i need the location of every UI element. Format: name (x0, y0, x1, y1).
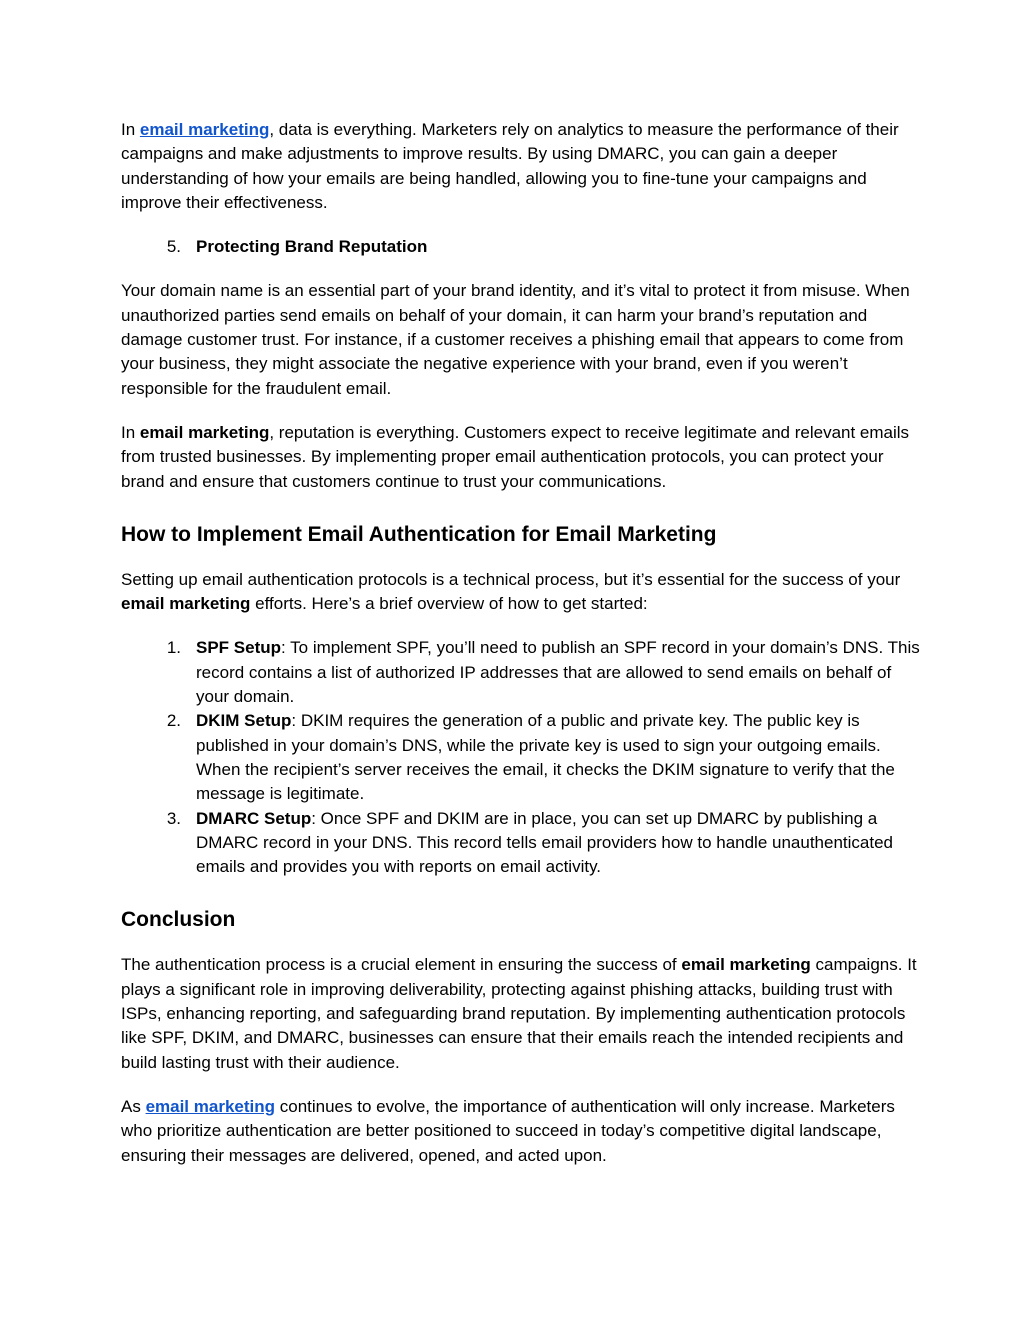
email-marketing-link[interactable]: email marketing (139, 120, 270, 139)
email-marketing-link[interactable]: email marketing (145, 1096, 276, 1116)
list-item-spf (121, 636, 921, 709)
paragraph-reputation (121, 421, 921, 494)
list-item-text: : DKIM requires the generation of a public and private key. The public key is published in your domain’s DNS, while the private key is used to sign your outgoing emails. When the recipient’s server receives the email, it checks the DKIM signature to verify that the message is legitimate. (196, 711, 895, 804)
bold-term: email marketing (121, 594, 251, 614)
list-number: 2. (166, 711, 181, 731)
text-run: , reputation is everything. Customers expect to receive legitimate and relevant emails from trusted businesses. By implementing proper email authentication protocols, you can protect your brand and ensure that customers continue to trust your communications. (121, 422, 910, 491)
section-heading-implement: How to Implement Email Authentication for Email Marketing (121, 522, 717, 546)
list-number: 5. (166, 237, 181, 257)
paragraph-setup-intro (121, 568, 921, 617)
list-item-dkim (121, 709, 921, 806)
text-run: continues to evolve, the importance of authentication will only increase. Marketers who prioritize authentication are better positioned to succeed in today’s competitive digital landscape, ensuring their messages are delivered, opened, and acted upon. (121, 1096, 895, 1165)
list-item-title: SPF Setup (196, 638, 282, 658)
section-heading-conclusion: Conclusion (121, 908, 236, 932)
paragraph-domain-identity: Your domain name is an essential part of your brand identity, and it’s vital to protect it from misuse. When unauthorized parties send emails on behalf of your domain, it can harm your brand’s reputation and damage customer trust. For instance, if a customer receives a phishing email that appears to come from your business, they might associate the negative experience with your brand, even if you weren’t responsible for the fraudulent email. (121, 281, 910, 398)
list-item-text: : To implement SPF, you’ll need to publish an SPF record in your domain’s DNS. This record contains a list of authorized IP addresses that are allowed to send emails on behalf of your domain. (196, 638, 920, 707)
text-run: The authentication process is a crucial element in ensuring the success of (121, 955, 682, 975)
document-body (121, 118, 921, 1168)
text-run: Setting up email authentication protocols is a technical process, but it’s essential for the success of your (121, 569, 901, 589)
paragraph-future (121, 1095, 921, 1168)
list-number: 1. (166, 638, 181, 658)
list-item-title: DKIM Setup (196, 711, 292, 731)
text-run: In (121, 422, 140, 442)
list-item-title: DMARC Setup (196, 808, 312, 828)
text-run: In (121, 120, 140, 139)
list-item-dmarc (121, 807, 921, 880)
setup-steps-list (121, 636, 921, 879)
text-run: As (121, 1096, 146, 1116)
bold-term: email marketing (139, 422, 270, 442)
text-run: efforts. Here’s a brief overview of how to get started: (250, 594, 648, 614)
text-run: , data is everything. Marketers rely on analytics to measure the performance of their campaigns and make adjustments to improve results. By using DMARC, you can gain a deeper understanding of how your emails are being handled, allowing you to fine-tune your campaigns and improve their effectiveness. (121, 120, 899, 212)
list-item-text: : Once SPF and DKIM are in place, you can set up DMARC by publishing a DMARC record in your DNS. This record tells email providers how to handle unauthenticated emails and provides you with reports on email activity. (196, 808, 894, 877)
bold-term: email marketing (681, 955, 811, 975)
list-number: 3. (166, 808, 181, 828)
text-run: campaigns. It plays a significant role in improving deliverability, protecting against phishing attacks, building trust with ISPs, enhancing reporting, and safeguarding brand reputation. By implementing authentication protocols like SPF, DKIM, and DMARC, businesses can ensure that their emails reach the intended recipients and build lasting trust with their audience. (121, 955, 917, 1072)
list-item-title: Protecting Brand Reputation (196, 237, 428, 257)
paragraph-dmarc-analytics (121, 118, 921, 215)
list-item-protecting-brand (121, 235, 921, 259)
paragraph-conclusion (121, 953, 921, 1074)
